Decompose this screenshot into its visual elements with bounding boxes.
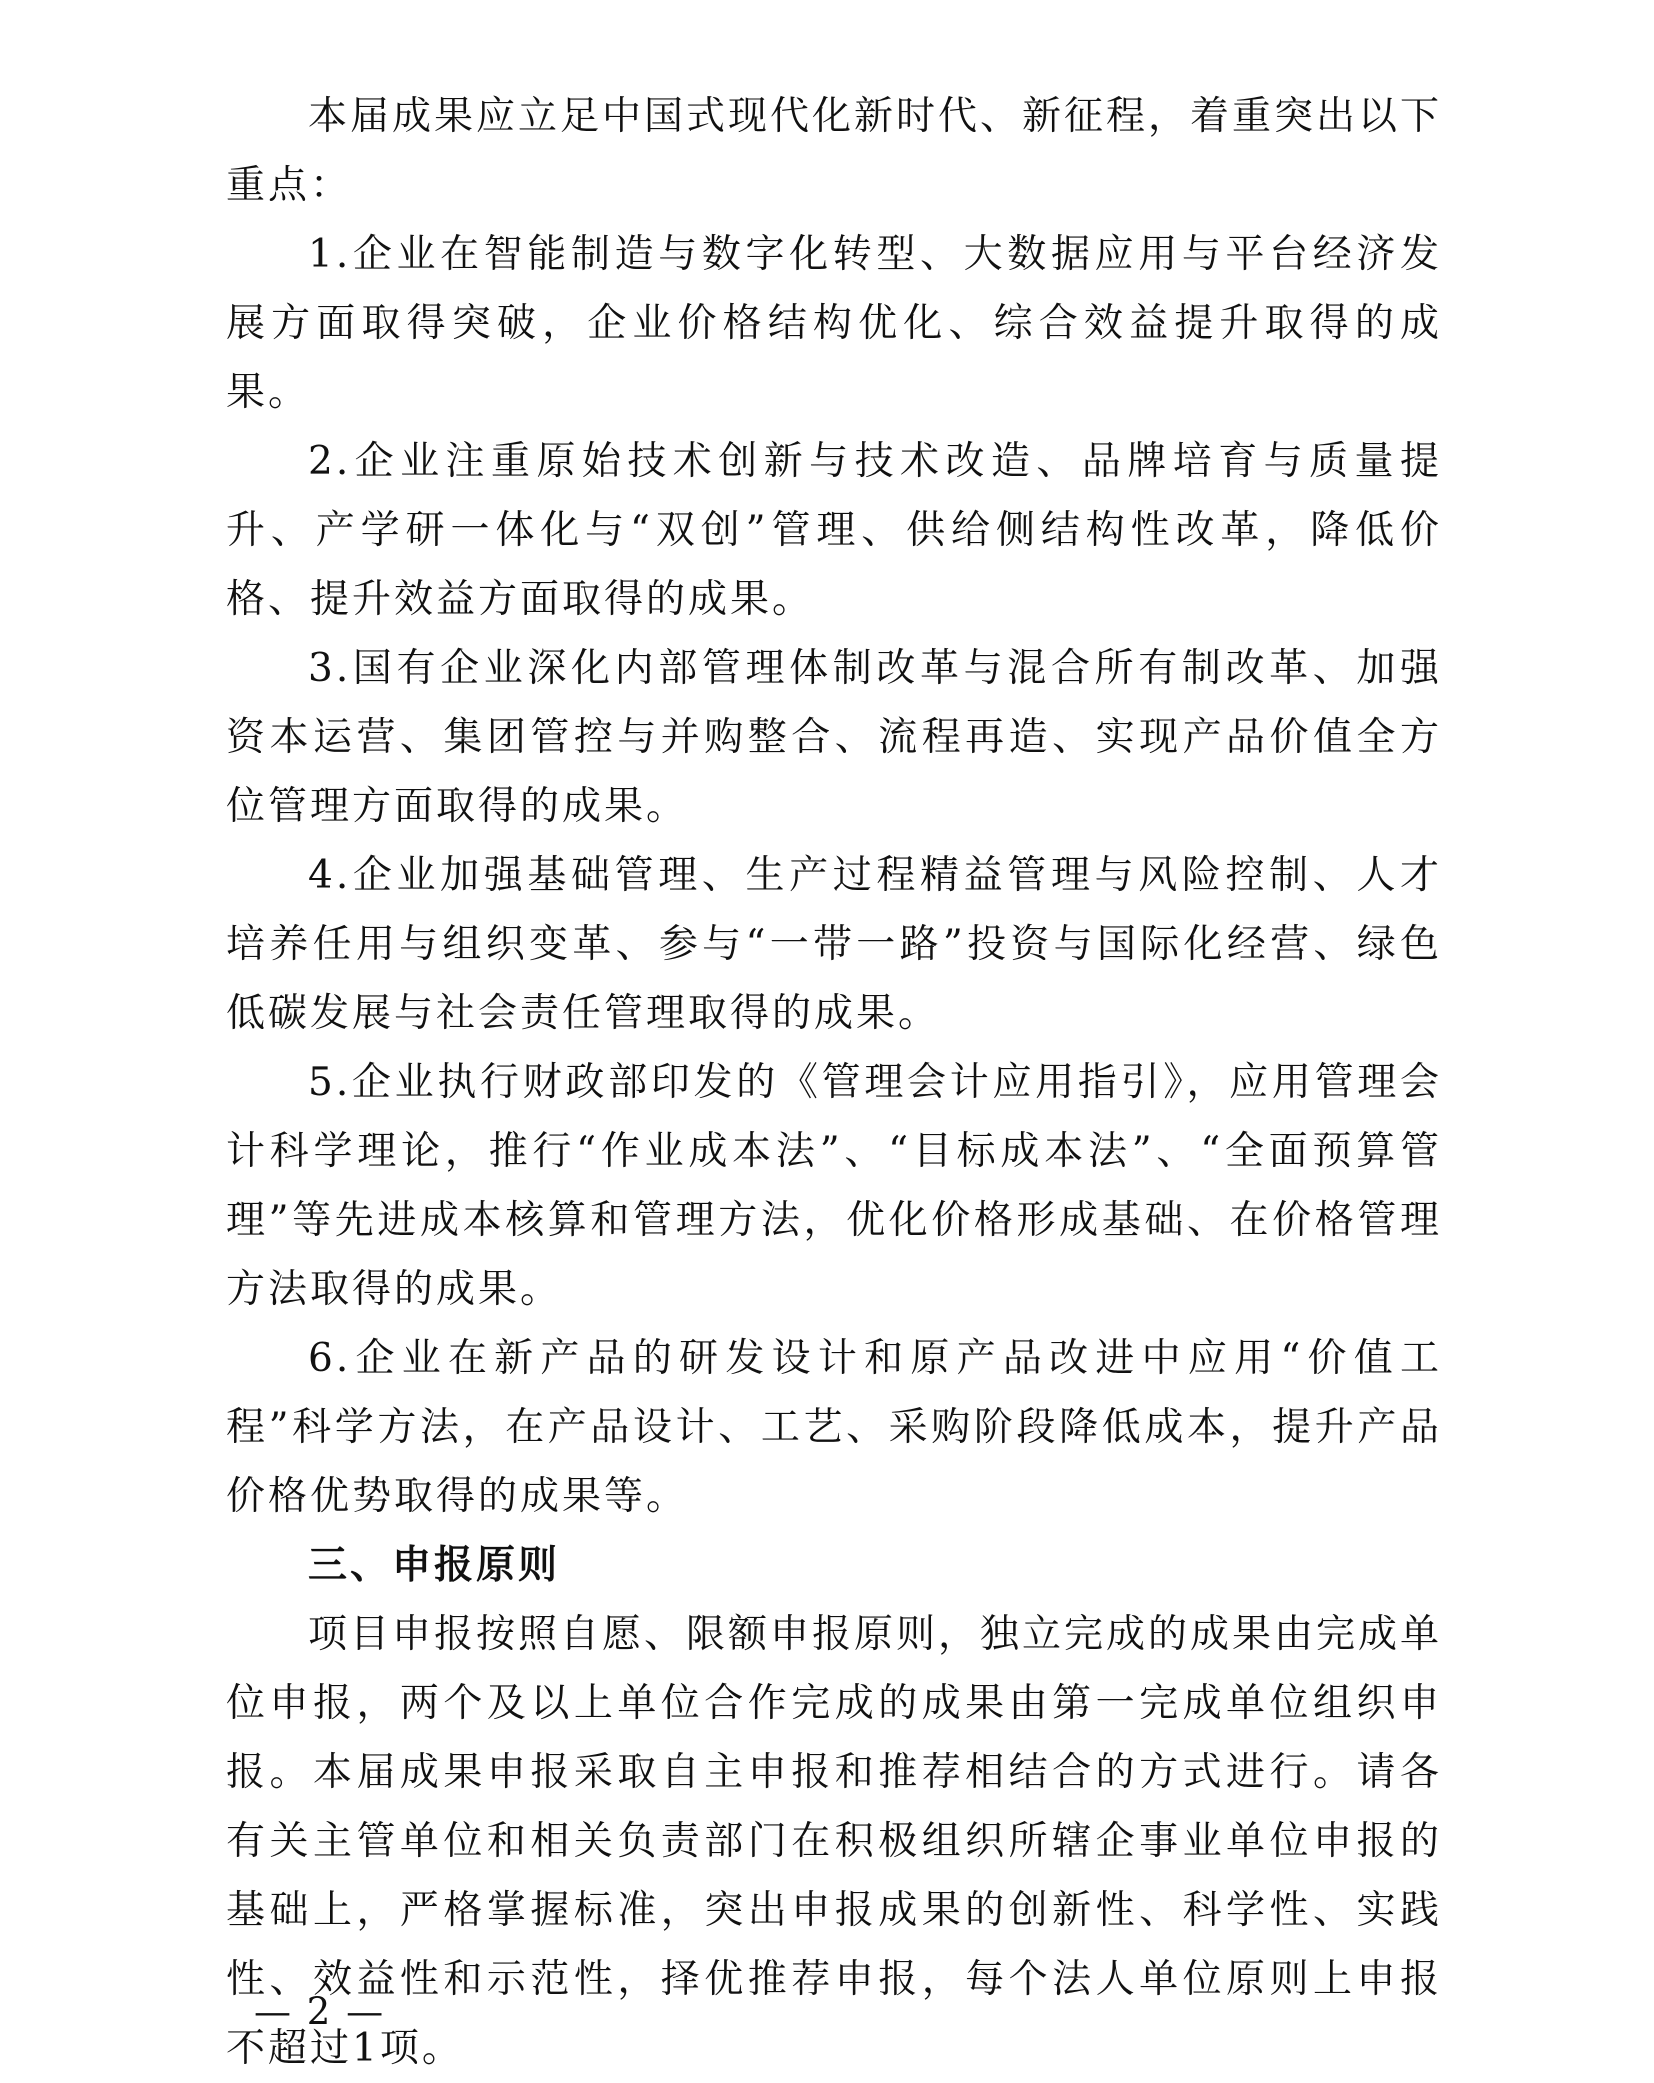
- paragraph-item-4: 4.企业加强基础管理、生产过程精益管理与风险控制、人才培养任用与组织变革、参与“一带一路”投资与国际化经营、绿色低碳发展与社会责任管理取得的成果。: [226, 853, 1442, 1036]
- paragraph-item-6: 6.企业在新产品的研发设计和原产品改进中应用“价值工程”科学方法，在产品设计、工艺、采购阶段降低成本，提升产品价格优势取得的成果等。: [226, 1336, 1442, 1519]
- page-content: [226, 82, 1442, 2083]
- paragraph-item-2: 2.企业注重原始技术创新与技术改造、品牌培育与质量提升、产学研一体化与“双创”管理、供给侧结构性改革，降低价格、提升效益方面取得的成果。: [226, 439, 1442, 622]
- paragraph-intro: 本届成果应立足中国式现代化新时代、新征程，着重突出以下重点：: [226, 94, 1443, 208]
- paragraph-item-1: 1.企业在智能制造与数字化转型、大数据应用与平台经济发展方面取得突破，企业价格结构优化、综合效益提升取得的成果。: [226, 232, 1442, 415]
- section-heading: 三、申报原则: [308, 1543, 561, 1588]
- paragraph-principles: 项目申报按照自愿、限额申报原则，独立完成的成果由完成单位申报，两个及以上单位合作完成的成果由第一完成单位组织申报。本届成果申报采取自主申报和推荐相结合的方式进行。请各有关主管单位和相关负责部门在积极组织所辖企事业单位申报的基础上，严格掌握标准，突出申报成果的创新性、科学性、实践性、效益性和示范性，择优推荐申报，每个法人单位原则上申报不超过1项。: [226, 1612, 1443, 2071]
- page-number: — 2 —: [254, 1990, 386, 2033]
- paragraph-item-5: 5.企业执行财政部印发的《管理会计应用指引》，应用管理会计科学理论，推行“作业成本法”、“目标成本法”、“全面预算管理”等先进成本核算和管理方法，优化价格形成基础、在价格管理方法取得的成果。: [226, 1060, 1442, 1312]
- paragraph-item-3: 3.国有企业深化内部管理体制改革与混合所有制改革、加强资本运营、集团管控与并购整合、流程再造、实现产品价值全方位管理方面取得的成果。: [226, 646, 1442, 829]
